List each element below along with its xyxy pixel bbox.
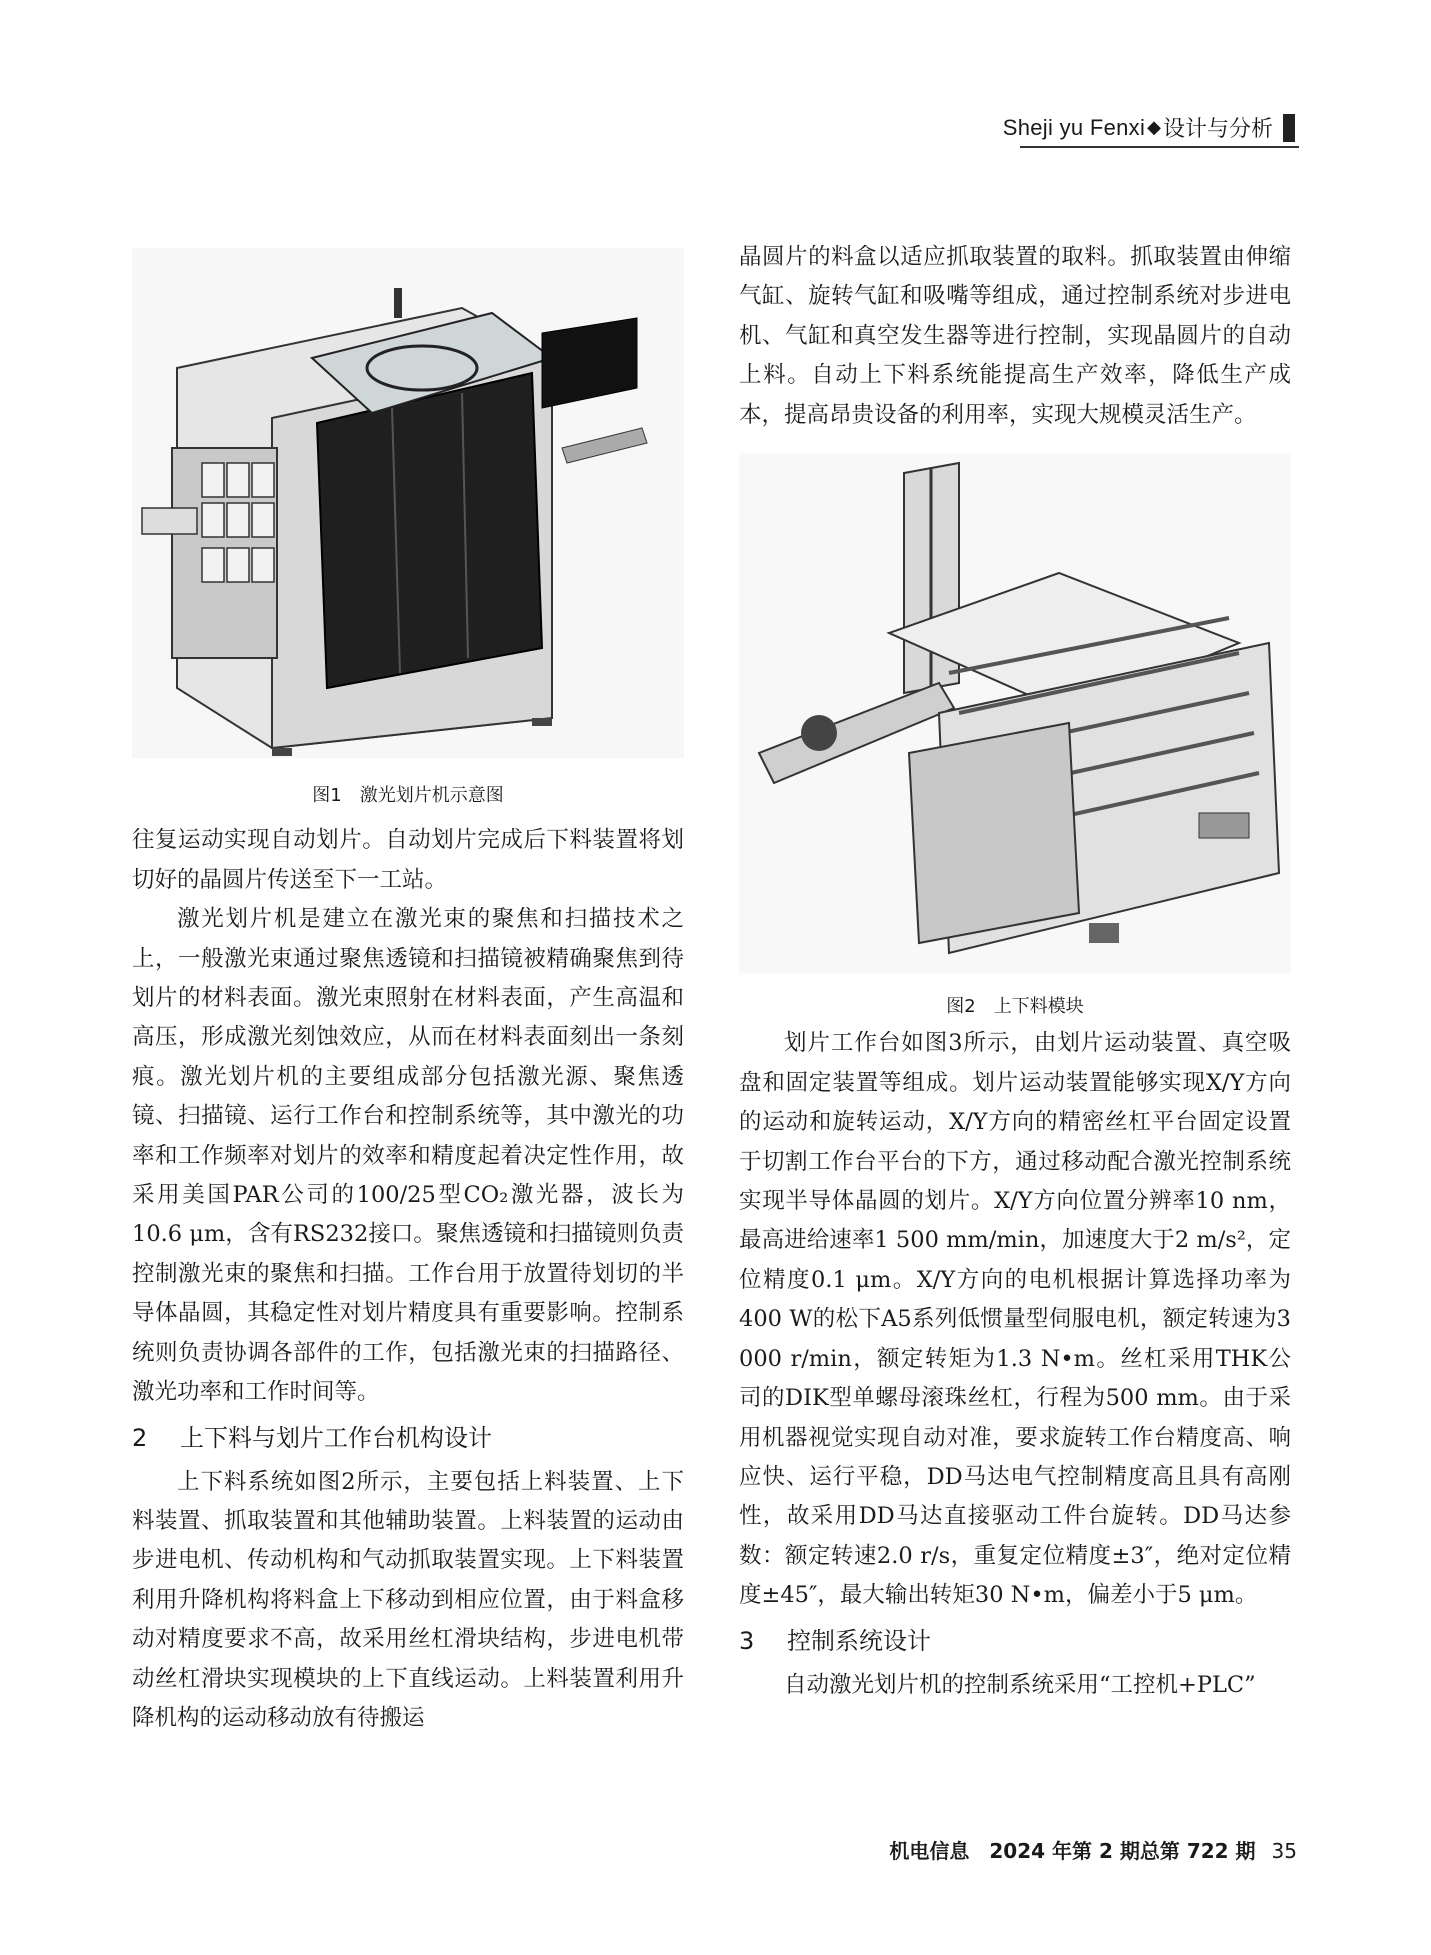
section-3-heading <box>739 1616 1291 1666</box>
right-paragraph-3: 自动激光划片机的控制系统采用“工控机+PLC” <box>784 1671 1256 1698</box>
section-3-title: 控制系统设计 <box>787 1626 931 1655</box>
header-latin: Sheji yu Fenxi <box>1002 114 1146 140</box>
left-column <box>132 248 684 1738</box>
figure-1-caption: 图1 激光划片机示意图 <box>312 785 504 807</box>
right-paragraph-2: 划片工作台如图3所示，由划片运动装置、真空吸盘和固定装置等组成。划片运动装置能够实现X/Y方向的运动和旋转运动，X/Y方向的精密丝杠平台固定设置于切割工作台平台的下方，通过移动配合激光控制系统实现半导体晶圆的划片。X/Y方向位置分辨率10 nm，最高进给速率1 500 mm/min，加速度大于2 m/s²，定位精度0.1 μm。X/Y方向的电机根据计算选择功率为400 W的松下A5系列低惯量型伺服电机，额定转速为3 000 r/min，额定转矩为1.3 N•m。丝杠采用THK公司的DIK型单螺母滚珠丝杠，行程为500 mm。由于采用机器视觉实现自动对准，要求旋转工作台精度高、响应快、运行平稳，DD马达电气控制精度高且具有高刚性，故采用DD马达直接驱动工件台旋转。DD马达参数：额定转速2.0 r/s，重复定位精度±3″，绝对定位精度±45″，最大输出转矩30 N•m，偏差小于5 μm。 <box>739 1030 1291 1609</box>
left-paragraph-2: 激光划片机是建立在激光束的聚焦和扫描技术之上，一般激光束通过聚焦透镜和扫描镜被精确聚焦到待划片的材料表面。激光束照射在材料表面，产生高温和高压，形成激光刻蚀效应，从而在材料表面刻出一条刻痕。激光划片机的主要组成部分包括激光源、聚焦透镜、扫描镜、运行工作台和控制系统等，其中激光的功率和工作频率对划片的效率和精度起着决定性作用，故采用美国PAR公司的100/25型CO₂激光器，波长为10.6 μm，含有RS232接口。聚焦透镜和扫描镜则负责控制激光束的聚焦和扫描。工作台用于放置待划切的半导体晶圆，其稳定性对划片精度具有重要影响。控制系统则负责协调各部件的工作，包括激光束的扫描路径、激光功率和工作时间等。 <box>132 906 684 1406</box>
section-2-title: 上下料与划片工作台机构设计 <box>180 1423 492 1452</box>
header-rule <box>1020 146 1299 148</box>
header-bar <box>1283 114 1295 142</box>
header-diamond: ◆ <box>1147 117 1161 137</box>
page-footer <box>889 1835 1297 1864</box>
figure-1-image <box>132 248 684 758</box>
left-paragraph-1: 往复运动实现自动划片。自动划片完成后下料装置将划切好的晶圆片传送至下一工站。 <box>132 827 684 893</box>
page-number: 35 <box>1271 1839 1297 1863</box>
section-2-number: 2 <box>132 1423 148 1452</box>
left-paragraph-3: 上下料系统如图2所示，主要包括上料装置、上下料装置、抓取装置和其他辅助装置。上料装置的运动由步进电机、传动机构和气动抓取装置实现。上下料装置利用升降机构将料盒上下移动到相应位置，由于料盒移动对精度要求不高，故采用丝杠滑块结构，步进电机带动丝杠滑块实现模块的上下直线运动。上料装置利用升降机构的运动移动放有待搬运 <box>132 1468 684 1731</box>
figure-1 <box>132 248 684 771</box>
section-2-heading <box>132 1413 684 1463</box>
figure-2 <box>739 453 1291 986</box>
right-column <box>739 238 1291 1705</box>
footer-journal: 机电信息 2024 年第 2 期总第 722 期 <box>889 1839 1256 1863</box>
figure-2-image <box>739 453 1291 973</box>
right-paragraph-1: 晶圆片的料盒以适应抓取装置的取料。抓取装置由伸缩气缸、旋转气缸和吸嘴等组成，通过控制系统对步进电机、气缸和真空发生器等进行控制，实现晶圆片的自动上料。自动上下料系统能提高生产效率，降低生产成本，提高昂贵设备的利用率，实现大规模灵活生产。 <box>739 244 1291 428</box>
section-3-number: 3 <box>739 1626 755 1655</box>
header-section: 设计与分析 <box>1162 117 1273 142</box>
figure-2-caption: 图2 上下料模块 <box>946 996 1084 1018</box>
running-header <box>1003 112 1295 143</box>
